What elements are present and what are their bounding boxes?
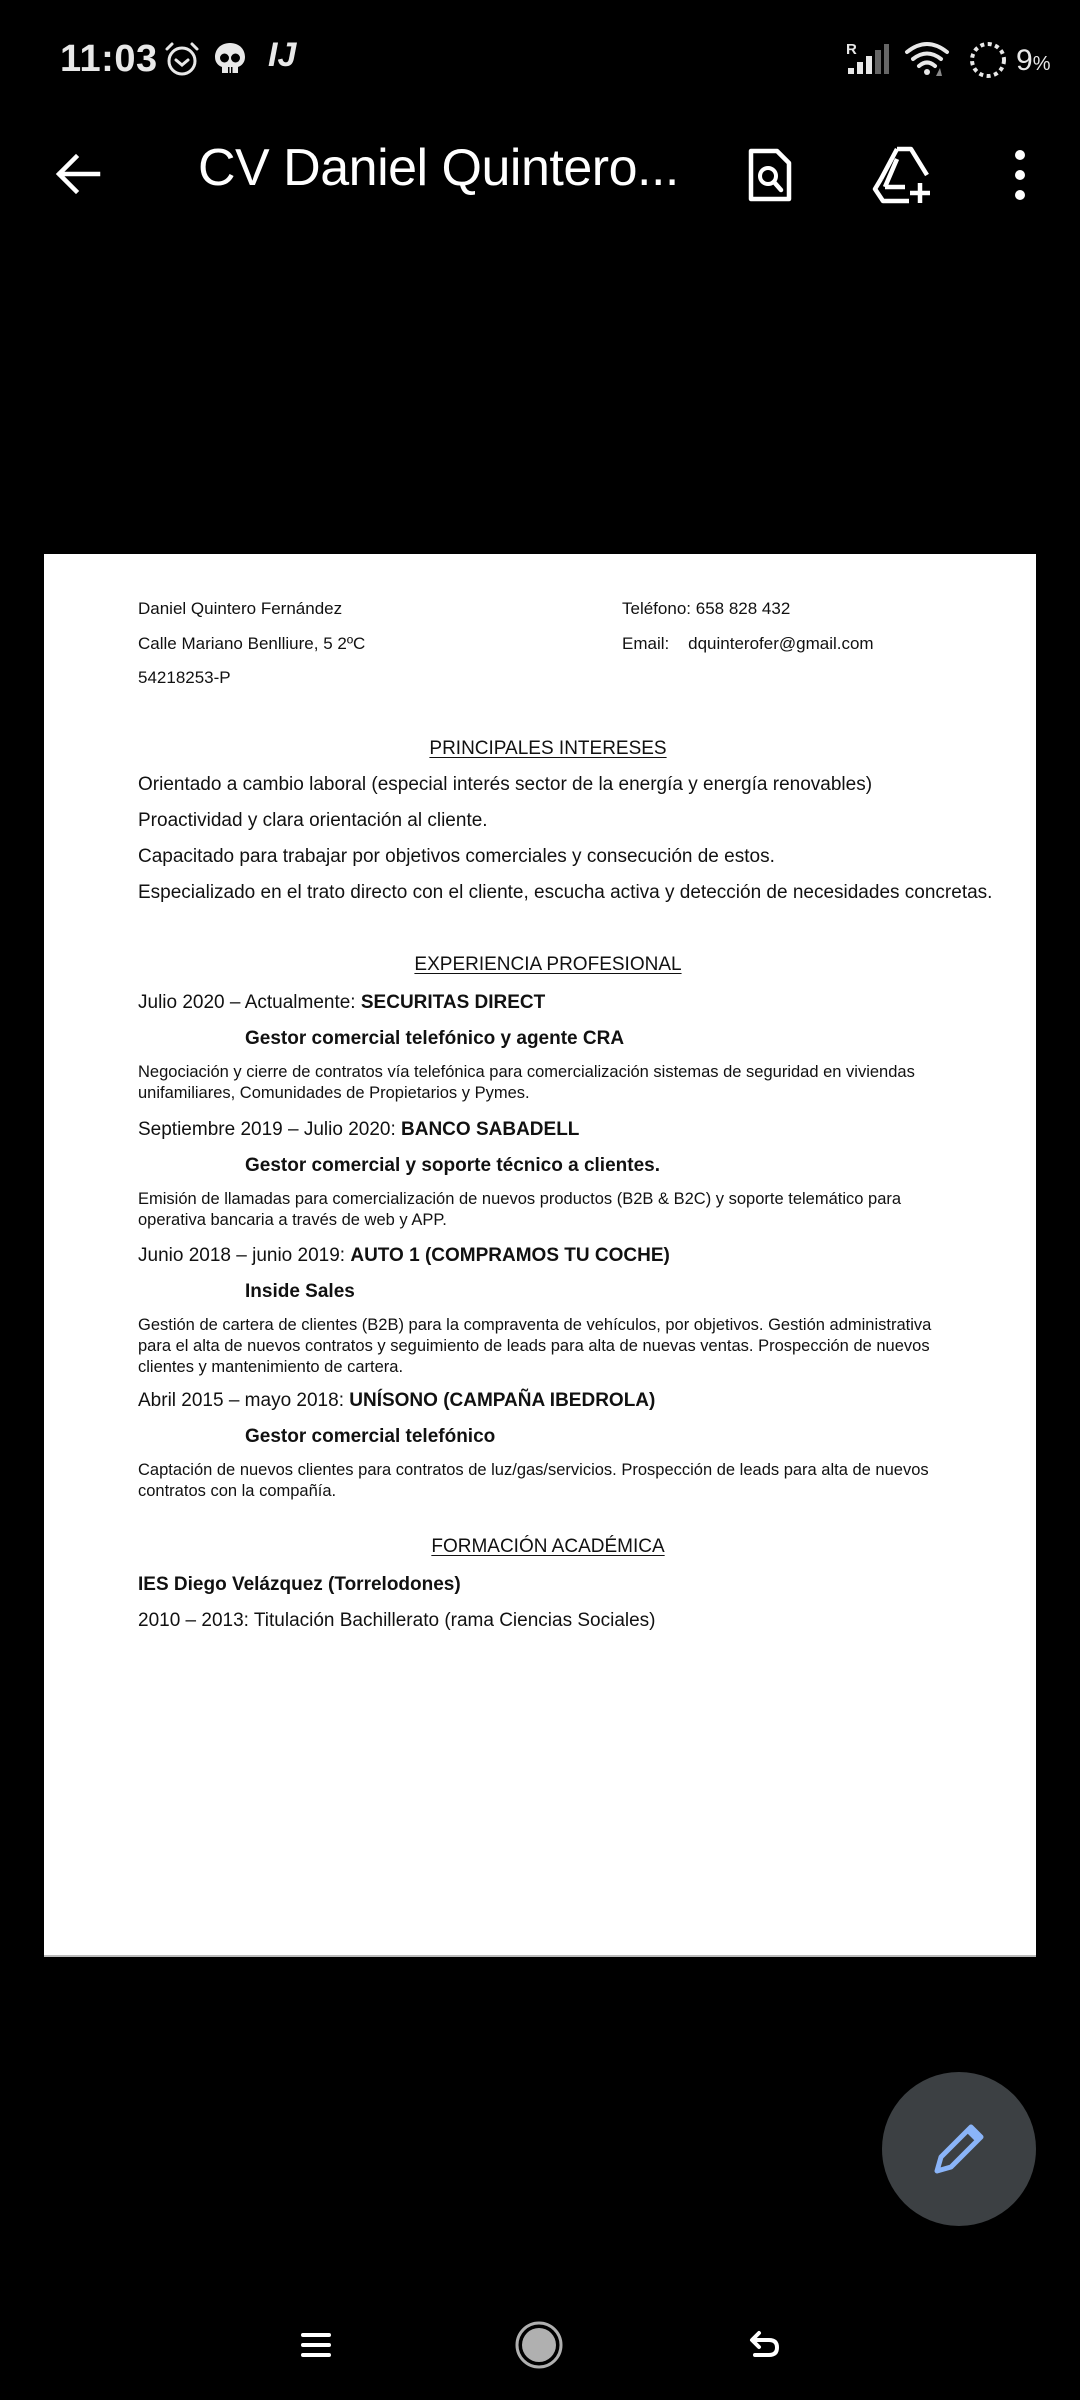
job-heading: [138, 1245, 670, 1267]
section-title-education: FORMACIÓN ACADÉMICA: [431, 1536, 665, 1557]
find-in-page-icon: [745, 147, 795, 203]
job-role: Inside Sales: [245, 1281, 355, 1302]
alarm-icon: [164, 40, 200, 78]
battery-percent: 9%: [1016, 44, 1051, 77]
notification-ij-icon: IJ: [268, 36, 297, 74]
find-in-page-button[interactable]: [735, 140, 805, 210]
skull-icon: [212, 40, 248, 76]
cv-phone: [622, 599, 790, 619]
menu-icon: [299, 2330, 333, 2360]
job-period: Abril 2015 – mayo 2018:: [138, 1390, 350, 1411]
system-back-button[interactable]: [729, 2310, 799, 2380]
job-description: Emisión de llamadas para comercialización de nuevos productos (B2B & B2C) y soporte telemático para operativa bancaria a través de web y APP.: [138, 1190, 902, 1229]
job-role: Gestor comercial telefónico: [245, 1426, 496, 1447]
phone-value: 658 828 432: [695, 599, 791, 618]
interest-item: Proactividad y clara orientación al cliente.: [138, 810, 488, 831]
system-nav-bar: [0, 2290, 1080, 2400]
interest-item: Orientado a cambio laboral (especial interés sector de la energía y energía renovables): [138, 774, 873, 795]
job-company: SECURITAS DIRECT: [360, 992, 546, 1013]
cv-email: [622, 634, 874, 654]
interest-item: Capacitado para trabajar por objetivos comerciales y consecución de estos.: [138, 846, 775, 867]
back-arrow-icon: [48, 144, 108, 204]
carrier-indicator: R: [846, 41, 857, 58]
cv-id-number: 54218253-P: [138, 668, 231, 687]
edit-pencil-icon: [931, 2121, 987, 2177]
recents-button[interactable]: [281, 2310, 351, 2380]
email-value: dquinterofer@gmail.com: [688, 634, 874, 653]
job-heading: [138, 1390, 655, 1412]
signal-icon: [846, 40, 890, 76]
add-to-drive-button[interactable]: [868, 140, 938, 210]
interest-item: Especializado en el trato directo con el cliente, escucha activa y detección de necesidades concretas.: [138, 882, 993, 903]
job-description: Gestión de cartera de clientes (B2B) para la compraventa de vehículos, por objetivos. Gestión administrativa para el alta de nuevos contratos y seguimiento de leads para alta de nuevas ventas. Prospección de nuevos clientes y mantenimiento de cartera.: [138, 1316, 932, 1376]
job-heading: [138, 1119, 579, 1141]
job-company: AUTO 1 (COMPRAMOS TU COCHE): [350, 1245, 670, 1266]
phone-label: Teléfono:: [622, 599, 691, 618]
job-company: BANCO SABADELL: [401, 1119, 580, 1140]
job-period: Junio 2018 – junio 2019:: [138, 1245, 351, 1266]
edit-fab-button[interactable]: [882, 2072, 1036, 2226]
job-description: Negociación y cierre de contratos vía telefónica para comercialización sistemas de seguridad en viviendas unifamiliares, Comunidades de Propietarios y Pymes.: [138, 1063, 915, 1102]
job-period: Septiembre 2019 – Julio 2020:: [138, 1119, 402, 1140]
section-title-interests: PRINCIPALES INTERESES: [429, 738, 667, 759]
job-description: Captación de nuevos clientes para contratos de luz/gas/servicios. Prospección de leads para alta de nuevos contratos con la compañía.: [138, 1461, 929, 1500]
email-label: Email:: [622, 634, 670, 653]
document-page[interactable]: [44, 554, 1036, 1957]
job-heading: [138, 992, 545, 1014]
battery-ring-icon: [968, 40, 1008, 80]
section-title-experience: EXPERIENCIA PROFESIONAL: [414, 954, 682, 975]
status-bar: [0, 0, 1080, 120]
job-company: UNÍSONO (CAMPAÑA IBEDROLA): [349, 1390, 656, 1411]
home-icon: [513, 2319, 565, 2371]
education-degree: 2010 – 2013: Titulación Bachillerato (rama Ciencias Sociales): [138, 1610, 656, 1631]
more-options-button[interactable]: [985, 140, 1055, 210]
job-role: Gestor comercial y soporte técnico a clientes.: [245, 1155, 660, 1176]
job-period: Julio 2020 – Actualmente:: [138, 992, 361, 1013]
cv-address: Calle Mariano Benlliure, 5 2ºC: [138, 634, 366, 653]
more-vert-icon: [1010, 147, 1030, 203]
status-time: 11:03: [60, 38, 158, 80]
job-role: Gestor comercial telefónico y agente CRA: [245, 1028, 625, 1049]
document-title: CV Daniel Quintero...: [198, 139, 679, 197]
wifi-icon: [904, 40, 950, 76]
home-button[interactable]: [504, 2310, 574, 2380]
education-school: IES Diego Velázquez (Torrelodones): [138, 1574, 461, 1595]
add-to-drive-icon: [871, 145, 935, 205]
cv-name: Daniel Quintero Fernández: [138, 599, 343, 618]
back-button[interactable]: [48, 144, 108, 204]
app-bar: [0, 120, 1080, 230]
back-icon: [747, 2328, 781, 2362]
